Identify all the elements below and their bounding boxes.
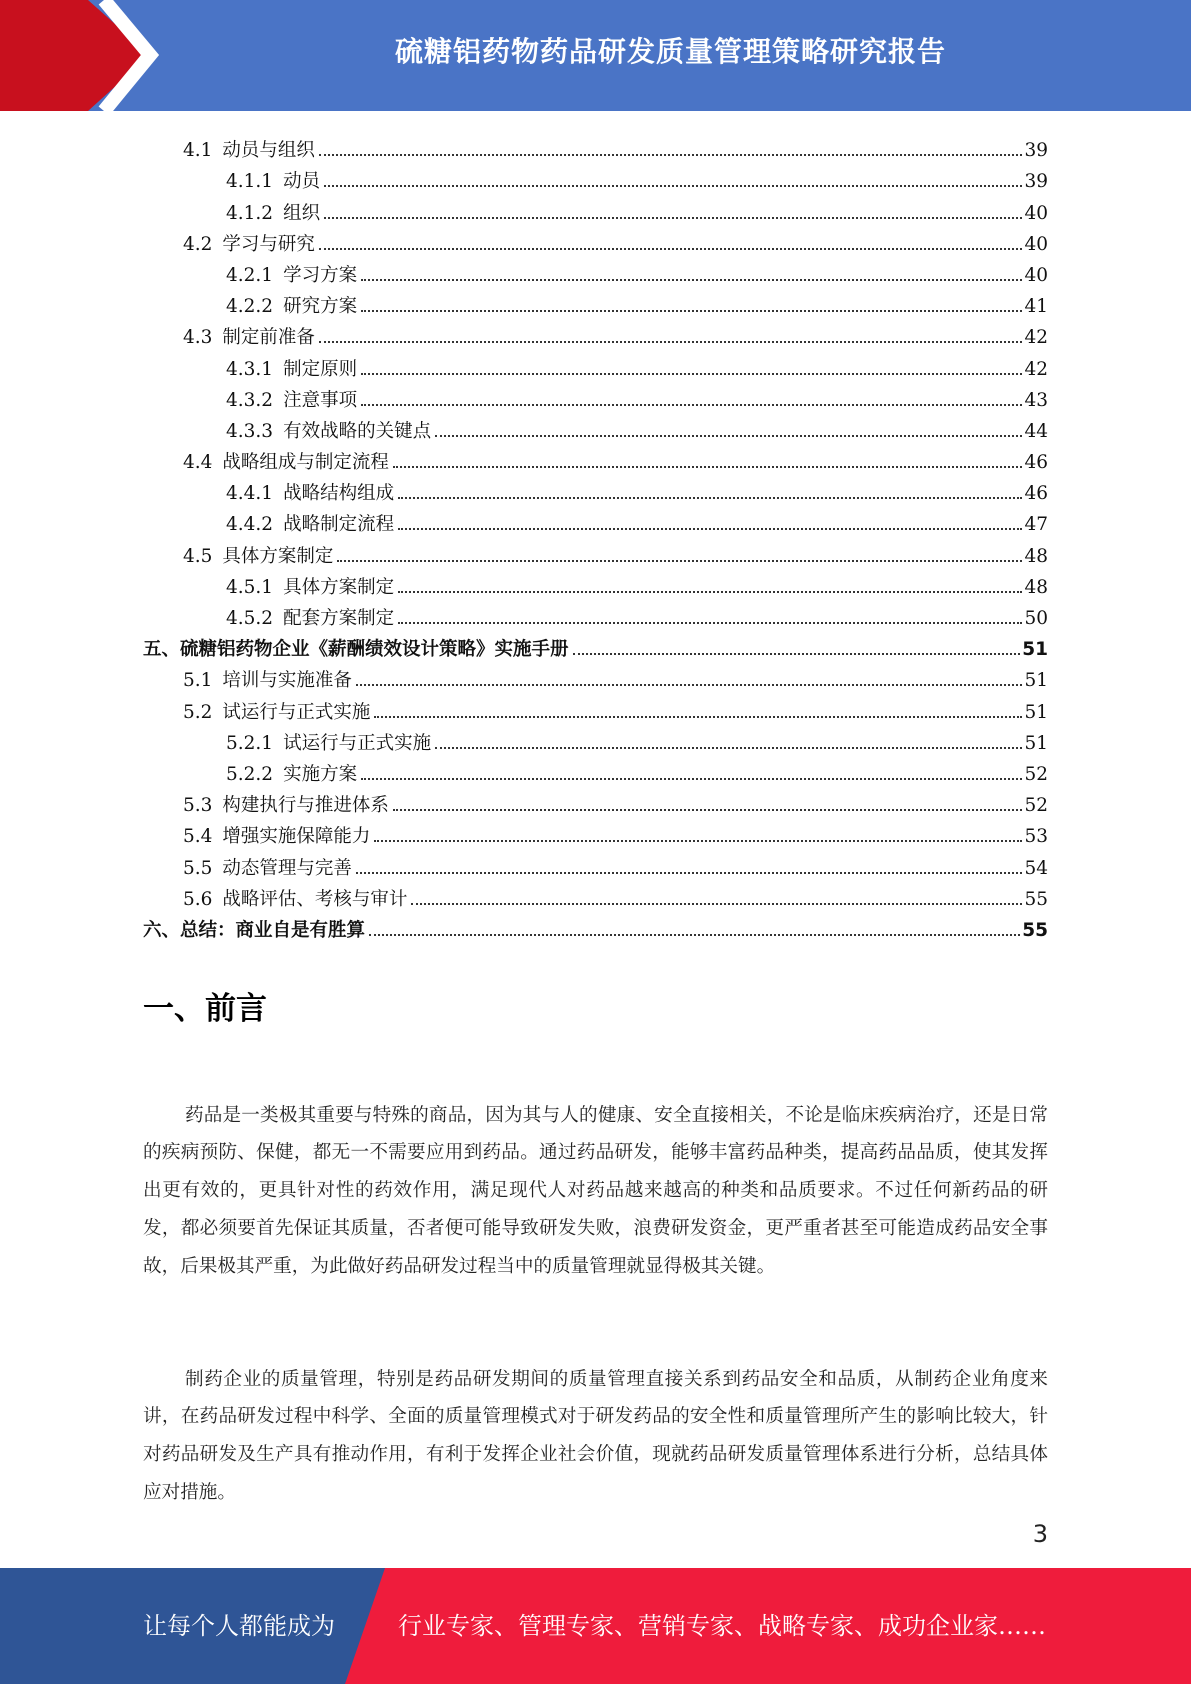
toc-entry-page: 55 xyxy=(1024,888,1048,910)
footer-slogan-left: 让每个人都能成为 xyxy=(143,1612,335,1640)
toc-dot-leader xyxy=(374,716,1022,718)
toc-entry-number: 4.2.2 xyxy=(226,296,274,318)
toc-entry-number: 4.2.1 xyxy=(226,264,274,286)
toc-dot-leader xyxy=(361,404,1022,406)
footer-slogan-right: 行业专家、管理专家、营销专家、战略专家、成功企业家…… xyxy=(398,1612,1046,1640)
toc-entry[interactable] xyxy=(143,443,1048,474)
toc-entry-label xyxy=(183,234,317,256)
toc-entry-number: 4.3.2 xyxy=(226,389,274,411)
toc-entry-title: 学习方案 xyxy=(283,264,358,286)
toc-entry-label xyxy=(226,514,396,536)
toc-entry[interactable] xyxy=(143,131,1048,162)
toc-entry[interactable] xyxy=(143,630,1048,661)
toc-entry-title: 试运行与正式实施 xyxy=(222,701,371,723)
toc-entry-number: 4.3.1 xyxy=(226,358,274,380)
toc-entry-page: 39 xyxy=(1024,171,1048,193)
toc-entry[interactable] xyxy=(143,786,1048,817)
toc-entry[interactable] xyxy=(143,536,1048,567)
body-paragraph: 药品是一类极其重要与特殊的商品，因为其与人的健康、安全直接相关，不论是临床疾病治疗，还是日常的疾病预防、保健，都无一不需要应用到药品。通过药品研发，能够丰富药品种类，提高药品品质，使其发挥出更有效的，更具针对性的药效作用，满足现代人对药品越来越高的种类和品质要求。不过任何新药品的研发，都必须要首先保证其质量，否者便可能导致研发失败，浪费研发资金，更严重者甚至可能造成药品安全事故，后果极其严重，为此做好药品研发过程当中的质量管理就显得极其关键。 xyxy=(143,1104,1048,1277)
toc-entry-title: 动态管理与完善 xyxy=(222,857,352,879)
toc-dot-leader xyxy=(361,310,1022,312)
toc-entry-label xyxy=(226,733,433,755)
toc-entry-title: 动员 xyxy=(283,171,321,193)
toc-entry-number: 4.1 xyxy=(183,140,213,162)
toc-entry-number: 4.4.1 xyxy=(226,483,274,505)
toc-entry[interactable] xyxy=(143,318,1048,349)
toc-entry-title: 战略制定流程 xyxy=(283,514,395,536)
page-footer-banner xyxy=(0,1568,1191,1684)
toc-entry-page: 39 xyxy=(1024,140,1048,162)
toc-entry[interactable] xyxy=(143,162,1048,193)
toc-entry-title: 制定原则 xyxy=(283,358,358,380)
toc-entry-label xyxy=(183,140,317,162)
toc-entry-label xyxy=(226,577,396,599)
toc-entry-label xyxy=(183,670,354,692)
toc-dot-leader xyxy=(356,872,1023,874)
toc-entry-number: 5.2 xyxy=(183,701,213,723)
toc-entry-page: 52 xyxy=(1024,763,1048,785)
table-of-contents xyxy=(143,131,1048,942)
toc-entry-label xyxy=(226,171,322,193)
toc-dot-leader xyxy=(324,185,1022,187)
toc-entry-label xyxy=(183,546,335,568)
toc-entry[interactable] xyxy=(143,755,1048,786)
toc-entry-label xyxy=(226,265,359,287)
toc-entry[interactable] xyxy=(143,225,1048,256)
toc-dot-leader xyxy=(398,528,1022,530)
toc-entry-page: 51 xyxy=(1024,701,1048,723)
toc-entry-number: 5.6 xyxy=(183,888,213,910)
toc-entry-number: 4.5.2 xyxy=(226,608,274,629)
body-paragraph: 制药企业的质量管理，特别是药品研发期间的质量管理直接关系到药品安全和品质，从制药企业角度来讲，在药品研发过程中科学、全面的质量管理模式对于研发药品的安全性和质量管理所产生的影响比较大，针对药品研发及生产具有推动作用，有利于发挥企业社会价值，现就药品研发质量管理体系进行分析，总结具体应对措施。 xyxy=(143,1368,1048,1503)
toc-entry-label xyxy=(143,639,571,661)
toc-dot-leader xyxy=(369,934,1020,936)
toc-entry-label xyxy=(183,826,372,848)
toc-entry-title: 组织 xyxy=(283,202,321,224)
toc-entry[interactable] xyxy=(143,193,1048,224)
toc-entry[interactable] xyxy=(143,724,1048,755)
toc-dot-leader xyxy=(435,747,1022,749)
toc-entry[interactable] xyxy=(143,661,1048,692)
toc-entry-title: 制定前准备 xyxy=(222,327,315,349)
toc-entry-number: 4.1.2 xyxy=(226,202,274,224)
toc-entry-number: 4.4.2 xyxy=(226,514,274,536)
toc-entry-label xyxy=(143,920,367,942)
toc-entry-title: 战略结构组成 xyxy=(283,483,395,505)
toc-entry-label xyxy=(226,203,322,225)
toc-entry-title: 具体方案制定 xyxy=(222,545,334,567)
toc-entry-title: 具体方案制定 xyxy=(283,576,395,598)
toc-entry-page: 48 xyxy=(1024,576,1048,598)
toc-entry-page: 46 xyxy=(1024,452,1048,474)
toc-dot-leader xyxy=(361,279,1022,281)
toc-dot-leader xyxy=(573,653,1021,655)
toc-dot-leader xyxy=(398,622,1022,624)
toc-dot-leader xyxy=(361,373,1022,375)
toc-entry-label xyxy=(183,795,391,817)
toc-entry-page: 54 xyxy=(1024,857,1048,879)
toc-entry[interactable] xyxy=(143,599,1048,630)
toc-entry-number: 4.2 xyxy=(183,233,213,255)
toc-entry-page: 53 xyxy=(1024,826,1048,848)
toc-entry-page: 52 xyxy=(1024,795,1048,817)
toc-entry-number: 4.3 xyxy=(183,327,213,349)
toc-entry-title: 配套方案制定 xyxy=(283,608,395,629)
header-red-arrow xyxy=(0,0,150,111)
toc-entry[interactable] xyxy=(143,381,1048,412)
toc-dot-leader xyxy=(374,840,1022,842)
toc-entry-label xyxy=(226,359,359,381)
toc-entry-title: 战略评估、考核与审计 xyxy=(222,888,408,910)
toc-dot-leader xyxy=(411,903,1022,905)
toc-dot-leader xyxy=(356,684,1023,686)
toc-entry-label xyxy=(183,327,317,349)
toc-entry-page: 51 xyxy=(1024,732,1048,754)
toc-entry[interactable] xyxy=(143,817,1048,848)
toc-entry-title: 六、总结：商业自是有胜算 xyxy=(143,919,366,941)
toc-entry-page: 42 xyxy=(1024,327,1048,349)
toc-entry-number: 4.1.1 xyxy=(226,171,274,193)
toc-dot-leader xyxy=(324,217,1022,219)
toc-entry-label xyxy=(183,452,391,474)
toc-entry-number: 5.4 xyxy=(183,826,213,848)
toc-dot-leader xyxy=(319,154,1023,156)
toc-entry-number: 5.3 xyxy=(183,795,213,817)
toc-entry-title: 培训与实施准备 xyxy=(222,670,352,692)
toc-entry-page: 42 xyxy=(1024,358,1048,380)
toc-entry-number: 4.5.1 xyxy=(226,576,274,598)
section-heading: 一、前言 xyxy=(143,991,267,1027)
toc-entry-page: 50 xyxy=(1024,608,1048,629)
toc-entry[interactable] xyxy=(143,412,1048,443)
toc-dot-leader xyxy=(337,560,1022,562)
toc-entry-number: 4.5 xyxy=(183,545,213,567)
toc-entry[interactable] xyxy=(143,474,1048,505)
toc-dot-leader xyxy=(319,248,1023,250)
toc-entry-title: 五、硫糖铝药物企业《薪酬绩效设计策略》实施手册 xyxy=(143,639,569,661)
toc-entry-page: 41 xyxy=(1024,296,1048,318)
toc-entry-page: 40 xyxy=(1024,233,1048,255)
toc-entry-page: 55 xyxy=(1022,919,1048,941)
toc-entry-label xyxy=(226,608,396,630)
toc-entry[interactable] xyxy=(143,880,1048,911)
toc-entry-number: 4.4 xyxy=(183,452,213,474)
toc-entry-label xyxy=(183,858,354,880)
toc-entry-label xyxy=(183,889,409,911)
toc-entry[interactable] xyxy=(143,349,1048,380)
toc-entry-page: 44 xyxy=(1024,420,1048,442)
toc-dot-leader xyxy=(361,778,1022,780)
toc-entry-title: 构建执行与推进体系 xyxy=(222,795,389,817)
toc-entry-page: 46 xyxy=(1024,483,1048,505)
toc-entry-label xyxy=(226,421,433,443)
page-number: 3 xyxy=(1032,1520,1048,1548)
toc-entry-label xyxy=(183,702,372,724)
document-title: 硫糖铝药物药品研发质量管理策略研究报告 xyxy=(394,35,946,68)
toc-entry-title: 学习与研究 xyxy=(222,233,315,255)
toc-entry[interactable] xyxy=(143,568,1048,599)
toc-entry[interactable] xyxy=(143,692,1048,723)
toc-dot-leader xyxy=(435,435,1022,437)
toc-entry-number: 5.2.1 xyxy=(226,732,274,754)
toc-entry-title: 试运行与正式实施 xyxy=(283,732,432,754)
toc-entry-page: 43 xyxy=(1024,389,1048,411)
toc-entry-label xyxy=(226,483,396,505)
toc-entry-label xyxy=(226,390,359,412)
toc-entry-page: 51 xyxy=(1022,639,1048,661)
toc-entry-title: 注意事项 xyxy=(283,389,358,411)
toc-entry-number: 5.5 xyxy=(183,857,213,879)
toc-entry-title: 增强实施保障能力 xyxy=(222,826,371,848)
toc-entry-page: 40 xyxy=(1024,202,1048,224)
toc-dot-leader xyxy=(393,809,1023,811)
toc-entry-title: 战略组成与制定流程 xyxy=(222,452,389,474)
toc-entry-title: 动员与组织 xyxy=(222,140,315,162)
toc-entry-title: 研究方案 xyxy=(283,296,358,318)
toc-entry[interactable] xyxy=(143,287,1048,318)
toc-entry[interactable] xyxy=(143,848,1048,879)
toc-dot-leader xyxy=(319,341,1023,343)
toc-entry-number: 5.2.2 xyxy=(226,763,274,785)
toc-entry-page: 48 xyxy=(1024,545,1048,567)
toc-entry-label xyxy=(226,764,359,786)
toc-entry-number: 4.3.3 xyxy=(226,420,274,442)
toc-entry-title: 有效战略的关键点 xyxy=(283,420,432,442)
toc-dot-leader xyxy=(393,466,1023,468)
page-header-banner xyxy=(0,0,1191,111)
toc-entry-label xyxy=(226,296,359,318)
toc-entry-page: 40 xyxy=(1024,264,1048,286)
toc-dot-leader xyxy=(398,591,1022,593)
toc-entry[interactable] xyxy=(143,505,1048,536)
toc-entry-number: 5.1 xyxy=(183,670,213,692)
toc-entry[interactable] xyxy=(143,911,1048,942)
toc-dot-leader xyxy=(398,497,1022,499)
toc-entry-page: 47 xyxy=(1024,514,1048,536)
toc-entry-page: 51 xyxy=(1024,670,1048,692)
toc-entry-title: 实施方案 xyxy=(283,763,358,785)
toc-entry[interactable] xyxy=(143,256,1048,287)
